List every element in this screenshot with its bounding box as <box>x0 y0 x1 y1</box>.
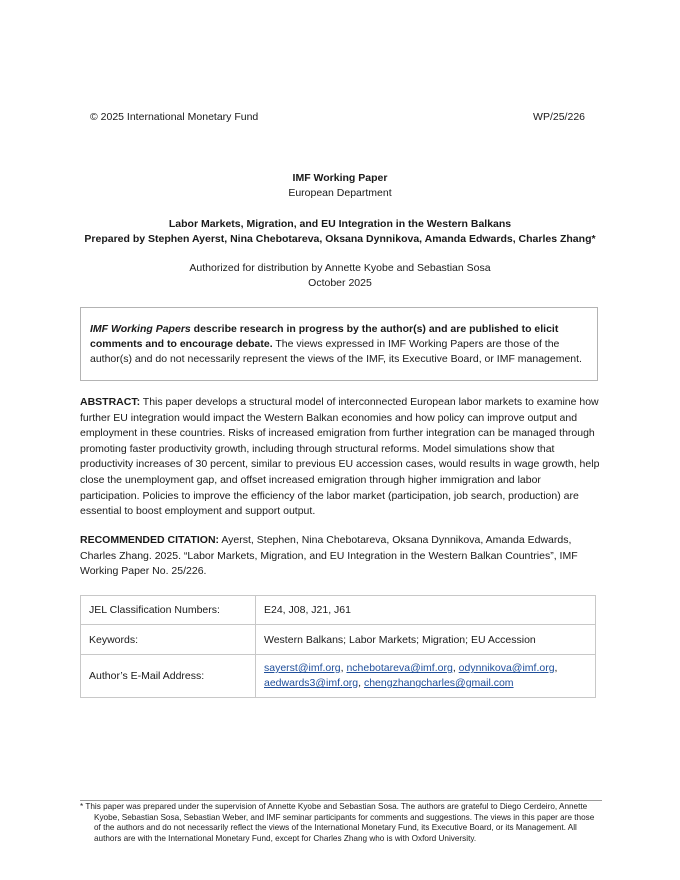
email-link-edwards[interactable]: aedwards3@imf.org <box>264 677 359 689</box>
abstract-text: This paper develops a structural model of interconnected European labor markets to examine how further EU integration would impact the Western Balkan economies and how policy can improve output and employment in these countries. Risks of increased emigration from further integration can be managed through promoting faster productivity growth, including through structural reforms. Model simulations show that productivity increases of 30 percent, similar to previous EU accession cases, would results in wage growth, help close the unemployment gap, and offset increased emigration through higher immigration and labor participation. Policies to improve the efficiency of the labor market (participation, job search, production) are essential to boost employment and support output. <box>80 396 600 518</box>
paper-info-table <box>80 595 596 698</box>
disclaimer-lead: IMF Working Papers <box>90 323 191 335</box>
disclaimer-text: The views expressed in IMF Working Papers are those of the author(s) and do not necessarily represent the views of the IMF, its Executive Board, or IMF management. <box>90 338 582 365</box>
table-row <box>81 625 596 655</box>
email-link-ayerst[interactable]: sayerst@imf.org <box>264 662 341 674</box>
email-link-dynnikova[interactable]: odynnikova@imf.org <box>458 662 555 674</box>
table-row <box>81 655 596 698</box>
department: European Department <box>288 187 392 199</box>
email-separator: , <box>452 662 459 674</box>
abstract <box>80 395 600 520</box>
jel-value: E24, J08, J21, J61 <box>256 596 596 625</box>
email-label: Author’s E-Mail Address: <box>81 655 256 698</box>
email-separator: , <box>340 662 347 674</box>
email-link-zhang[interactable]: chengzhangcharles@gmail.com <box>363 677 514 689</box>
email-separator: , <box>554 662 558 674</box>
keywords-value: Western Balkans; Labor Markets; Migration; EU Accession <box>256 625 596 655</box>
disclaimer-box <box>80 307 598 381</box>
paper-number: WP/25/226 <box>533 111 585 123</box>
footnote-marker: * <box>80 802 86 811</box>
disclaimer-bold: describe research in progress by the author(s) and are published to elicit comments and to encourage debate. <box>90 323 559 350</box>
citation-text: Ayerst, Stephen, Nina Chebotareva, Oksana Dynnikova, Amanda Edwards, Charles Zhang. 2025. “Labor Markets, Migration, and EU Integration in the Western Balkan Countries”, IMF Working Paper No. 25/226. <box>80 534 578 578</box>
table-row <box>81 596 596 625</box>
recommended-citation <box>80 533 600 580</box>
jel-label: JEL Classification Numbers: <box>81 596 256 625</box>
publication-date: October 2025 <box>308 277 372 289</box>
prepared-by: Prepared by Stephen Ayerst, Nina Chebotareva, Oksana Dynnikova, Amanda Edwards, Charles Zhang* <box>84 233 596 245</box>
series-title: IMF Working Paper <box>292 172 388 184</box>
copyright-notice: © 2025 International Monetary Fund <box>90 111 259 123</box>
abstract-label: ABSTRACT: <box>80 396 141 408</box>
citation-label: RECOMMENDED CITATION: <box>80 534 220 546</box>
keywords-label: Keywords: <box>81 625 256 655</box>
footnote <box>80 802 600 844</box>
email-link-chebotareva[interactable]: nchebotareva@imf.org <box>346 662 453 674</box>
email-separator: , <box>358 677 364 689</box>
paper-title: Labor Markets, Migration, and EU Integration in the Western Balkans <box>168 218 512 230</box>
email-list <box>256 655 596 698</box>
footnote-text: This paper was prepared under the supervision of Annette Kyobe and Sebastian Sosa. The authors are grateful to Diego Cerdeiro, Annette Kyobe, Sebastian Sosa, Sebastian Weber, and IMF seminar participants for comments and suggestions. The views in this paper are those of the authors and do not necessarily reflect the views of the International Monetary Fund, its Executive Board, or its Management. All authors are with the International Monetary Fund, except for Charles Zhang who is with Oxford University. <box>85 802 595 843</box>
authorized-by: Authorized for distribution by Annette Kyobe and Sebastian Sosa <box>189 262 491 274</box>
footnote-divider <box>80 800 602 801</box>
